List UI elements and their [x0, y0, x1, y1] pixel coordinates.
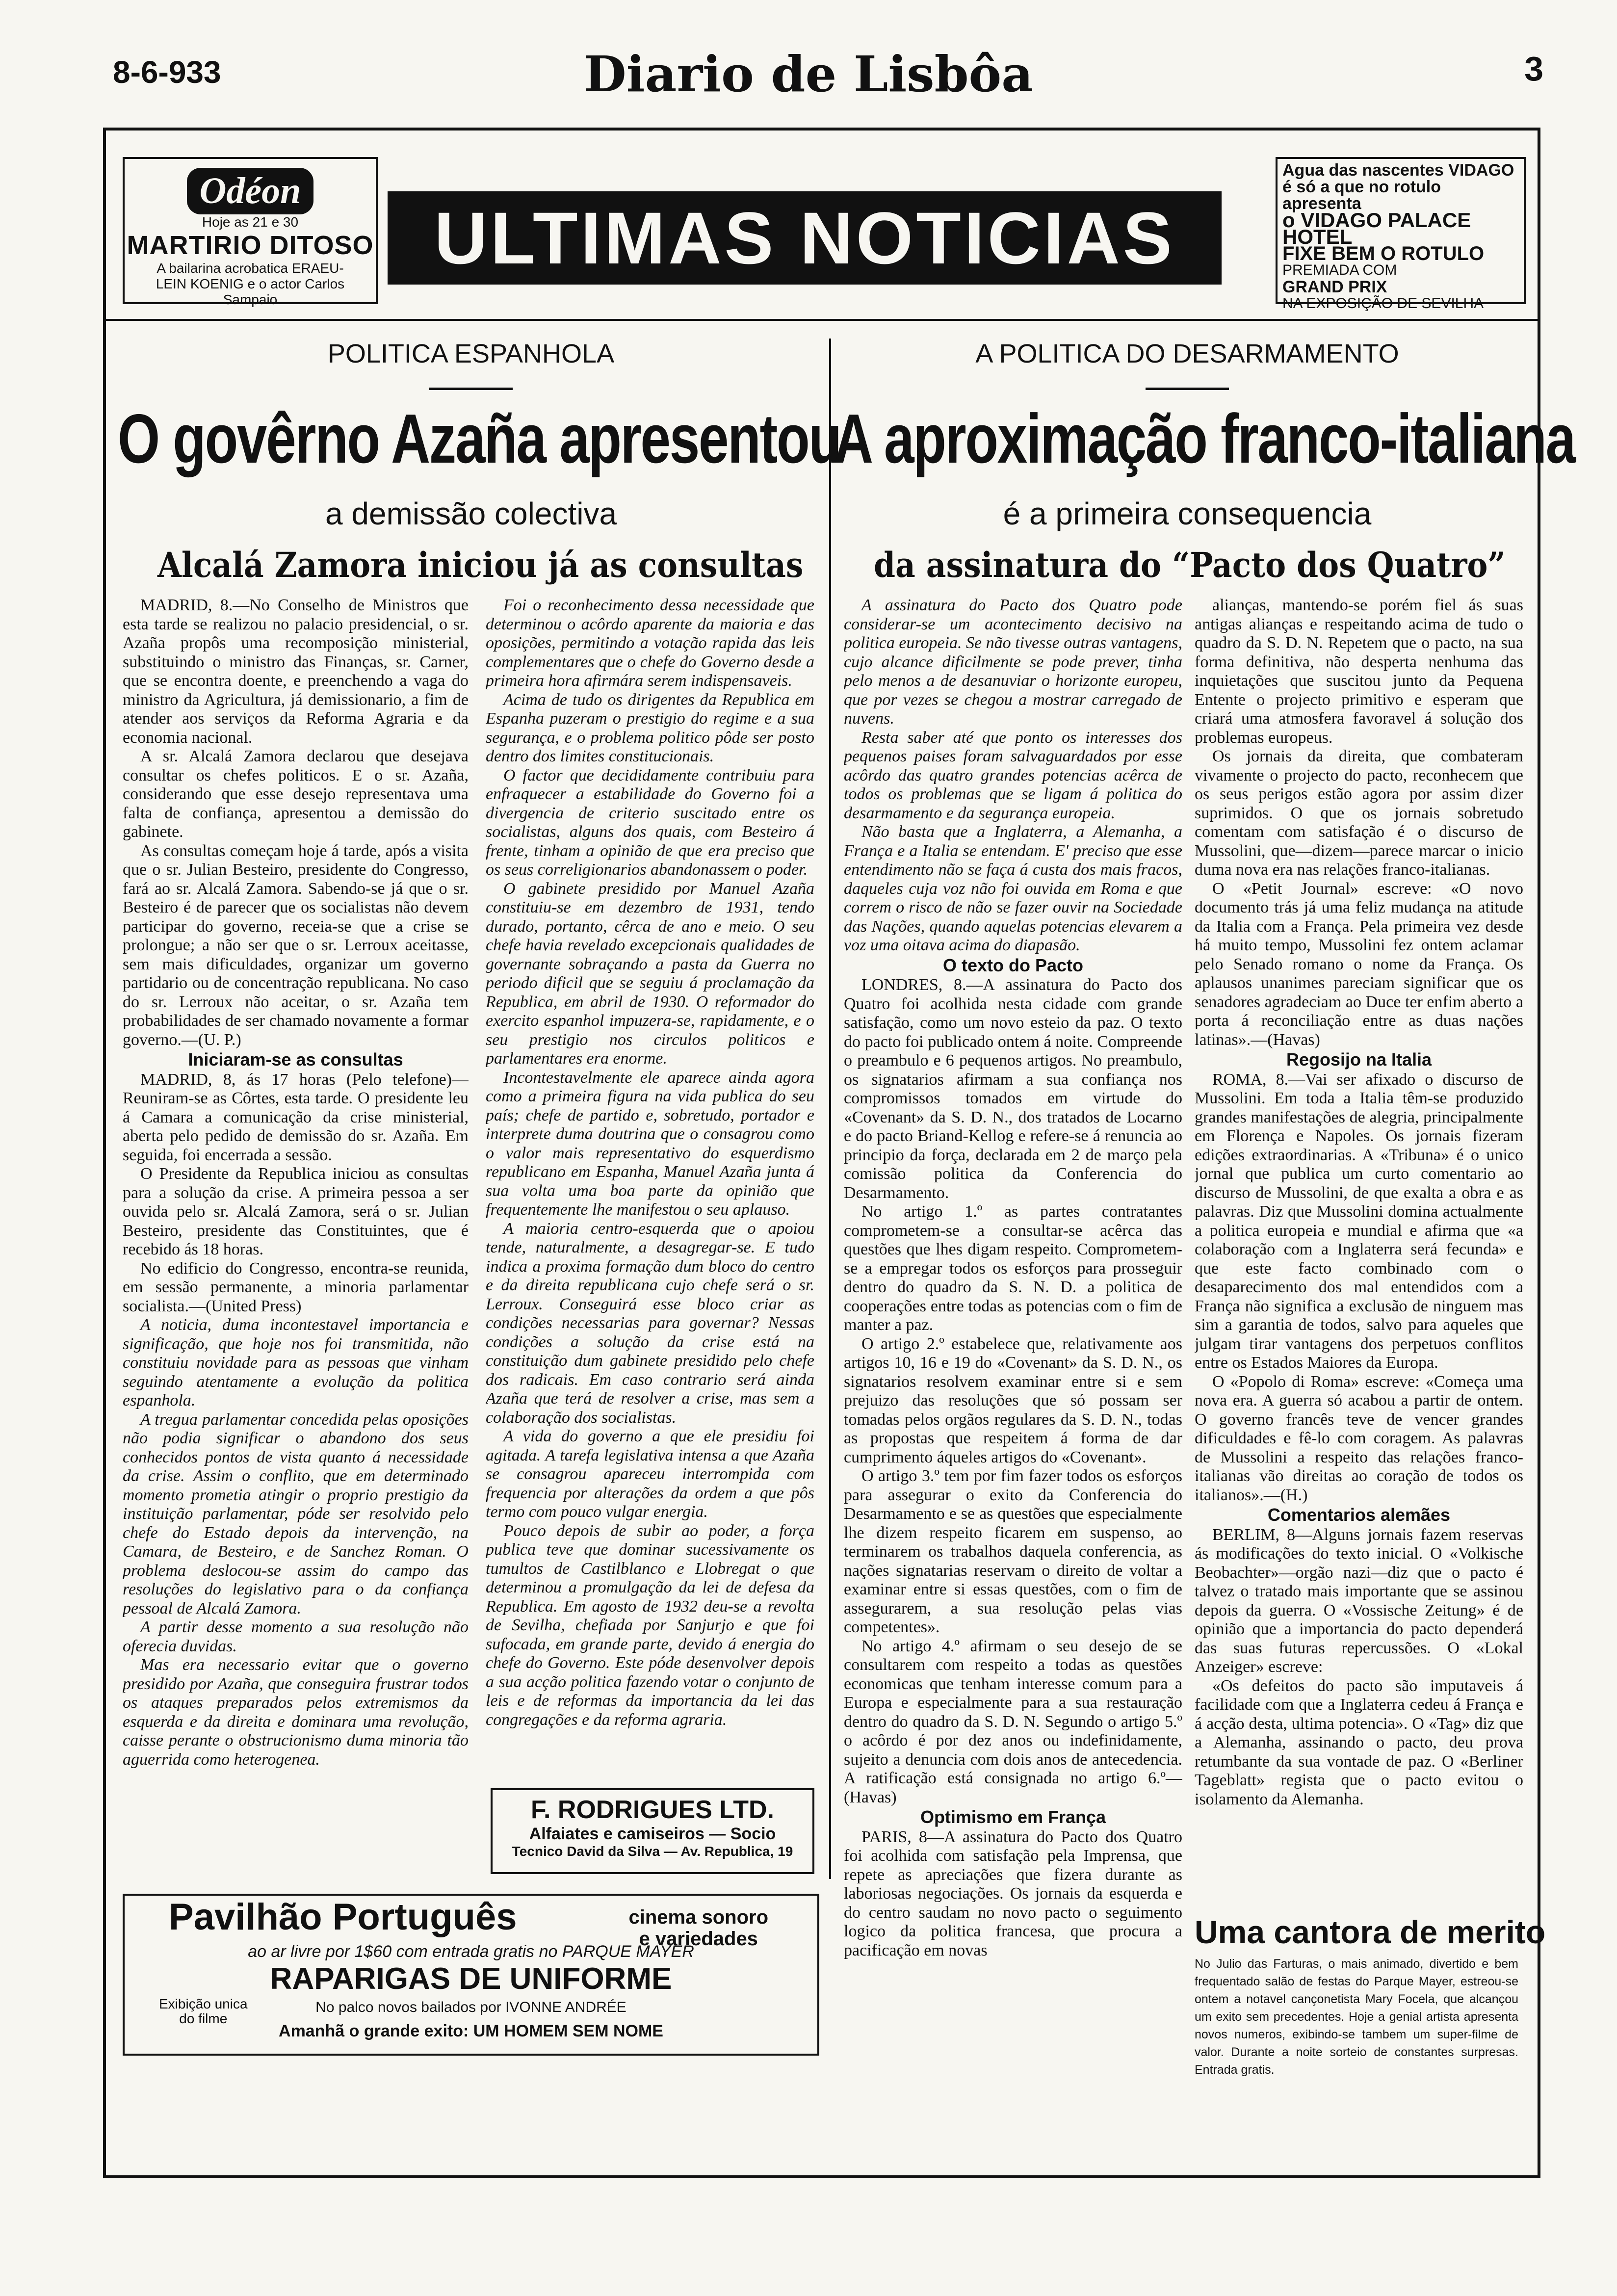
article-paragraph: A tregua parlamentar concedida pelas oposições não podia significar o abandono dos seus conhecidos pontos de vista quanto á necessidade da crise. Assim o conflito, que em determinado momento prometia atingir o proprio prestigio da instituição parlamentar, póde ser resolvido pelo chefe do Estado depois da intervenção, na Camara, de Besteiro, e de Sanchez Roman. O problema deslocou-se assim do campo das resoluções do legislativo para o da confiança pessoal de Alcalá Zamora. [123, 1410, 469, 1618]
vidago-line-2: é só a que no rotulo apresenta [1282, 178, 1441, 213]
article-paragraph: LONDRES, 8.—A assinatura do Pacto dos Quatro foi acolhida nesta cidade com grande satisfação, como um novo esteio da paz. O texto do pacto foi publicado ontem á noite. Compreende o preambulo e 6 pequenos artigos. No preambulo, os signatarios afirmam a sua confiança nos compromissos tomados em virtude do «Covenant» da S. D. N., dos tratados de Locarno e do pacto Briand-Kellog e refere-se á renuncia ao principio da força, declarada em 2 de março pela comissão politica da Conferencia do Desarmamento. [844, 976, 1182, 1202]
article-paragraph: MADRID, 8, ás 17 horas (Pelo telefone)—Reuniram-se as Côrtes, esta tarde. O presidente leu á Camara a comunicação da crise ministerial, aberta pelo pedido de demissão do sr. Azaña. Em seguida, foi encerrada a sessão. [123, 1070, 469, 1164]
article-subheading: Optimismo em França [920, 1807, 1106, 1827]
right-kicker-rule [1146, 388, 1229, 390]
right-story-deck: da assinatura do “Pacto dos Quatro” [874, 545, 1506, 585]
pavilhao-price-line: ao ar livre por 1$60 com entrada gratis no PARQUE MAYER [248, 1942, 694, 1961]
odeon-cast-line-3: Sampaio [223, 292, 278, 307]
article-paragraph: Acima de tudo os dirigentes da Republica em Espanha puzeram o prestigio do regime e a sua segurança, e o problema politico pôde ser posto dentro dos limites constitucionais. [486, 690, 814, 765]
article-paragraph: No artigo 4.º afirmam o seu desejo de se consultarem com respeito a todas as questões economicas que tenham interesse comum para a Europa e especialmente para a sua restauração dentro do quadro da S. D. N. Segundo o artigo 5.º o acôrdo é por dez anos ou indefinidamente, sujeito a denuncia com dois anos de antecedencia. A ratificação está consignada no artigo 6.º—(Havas) [844, 1637, 1182, 1806]
odeon-logo: Odéon [187, 168, 314, 214]
rodrigues-name: F. RODRIGUES LTD. [531, 1796, 774, 1824]
article-paragraph: ROMA, 8.—Vai ser afixado o discurso de Mussolini. Em toda a Italia têm-se produzido grandes manifestações de alegria, principalmente em Florença e Napoles. Os jornais fizeram edições extraordinarias. A «Tribuna» é o unico jornal que publica um curto comentario ao discurso de Mussolini, de que exalta a obra e as palavras. Diz que Mussolini domina actualmente a politica europeia e mundial e afirma que «a colaboração com a Inglaterra será fecunda» e que este facto combinado com o desaparecimento dos mal entendidos com a França não significa a exclusão de ninguem mas sim a garantia de todos, salvo para aqueles que julgam tirar vantagens dos perpetuos conflitos entre os Estados Maiores da Europa. [1195, 1070, 1523, 1372]
article-subheading: Iniciaram-se as consultas [188, 1049, 403, 1070]
rodrigues-line-1: Alfaiates e camiseiros — Socio [529, 1825, 776, 1843]
rodrigues-tailor-ad [491, 1788, 814, 1874]
article-paragraph: MADRID, 8.—No Conselho de Ministros que esta tarde se realizou no palacio presidencial, o sr. Azaña propôs uma recomposição ministerial, substituindo o ministro das Finanças, sr. Carner, que se encontra doente, e preenchendo a vaga do ministro da Agricultura, já demissionario, a fim de atender aos serviços da Reforma Agraria e da economia nacional. [123, 596, 469, 747]
vidago-line-4: FIXE BEM O ROTULO [1282, 243, 1485, 264]
article-paragraph: PARIS, 8—A assinatura do Pacto dos Quatro foi acolhida com satisfação pela Imprensa, que repete as apreciações que fizera durante as laboriosas negociações. Os jornais da esquerda e do centro saudam no novo pacto o seguimento logico da politica francesa, que procura a pacificação em novas [844, 1827, 1182, 1959]
vidago-line-3: o VIDAGO PALACE HOTEL [1282, 209, 1471, 248]
left-story-column-1 [123, 596, 469, 1872]
article-paragraph: Mas era necessario evitar que o governo presidido por Azaña, que conseguira frustrar todos os ataques preparados pelos extremismos da esquerda e da direita e dominara uma revolução, caisse perante o obstrucionismo duma minoria tão aguerrida como heterogenea. [123, 1656, 469, 1769]
pavilhao-exibicao-2: do filme [179, 2011, 228, 2026]
right-story-subhead: é a primeira consequencia [1003, 496, 1372, 531]
article-paragraph: BERLIM, 8—Alguns jornais fazem reservas ás modificações do texto inicial. O «Volkische Beobachter»—orgão nazi—diz que o pacto é talvez o tratado mais importante que se assinou depois da guerra. O «Vossische Zeitung» é de opinião que a importancia do pacto dependerá das suas futuras repercussões. O «Lokal Anzeiger» escreve: [1195, 1525, 1523, 1676]
odeon-showtime: Hoje as 21 e 30 [202, 214, 299, 230]
article-paragraph: A vida do governo a que ele presidiu foi agitada. A tarefa legislativa intensa a que Azaña se consagrou apareceu interrompida com frequencia por alterações da ordem a que pôs termo com pouco vulgar energia. [486, 1427, 814, 1521]
cantora-text: No Julio das Farturas, o mais animado, divertido e bem frequentado salão de festas do Parque Mayer, estreou-se ontem a notavel cançonetista Mary Focela, que alcançou um exito sem precedentes. Hoje a genial artista apresenta novos numeros, exibindo-se tambem um super-filme de valor. Durante a noite sorteio de constantes surpresas. Entrada gratis. [1195, 1957, 1518, 2077]
pavilhao-film-title: RAPARIGAS DE UNIFORME [270, 1962, 672, 1996]
ultimas-noticias-banner: ULTIMAS NOTICIAS [388, 191, 1222, 285]
article-paragraph: Foi o reconhecimento dessa necessidade que determinou o acôrdo aparente da maioria e das oposições, permitindo a votação rapida das leis complementares que o chefe do Governo desde a primeira hora afirmára serem indispensaveis. [486, 596, 814, 690]
article-paragraph: O «Popolo di Roma» escreve: «Começa uma nova era. A guerra só acabou a partir de ontem. O governo francês teve de vencer grandes dificuldades e fê-lo com coragem. As palavras de Mussolini a respeito das relações franco-italianas vão direitas ao coração de todos os italianos».—(H.) [1195, 1372, 1523, 1504]
left-story-subhead: a demissão colectiva [325, 496, 617, 531]
article-paragraph: A maioria centro-esquerda que o apoiou tende, naturalmente, a desagregar-se. E tudo indica a proxima formação dum bloco do centro e da direita republicana cujo chefe será o sr. Lerroux. Conseguirá esse bloco criar as condições necessarias para governar? Nessas condições a solução da crise está na constituição dum gabinete presidido pelo chefe dos radicais. Em caso contrario será ainda Azaña que terá de resolver a crise, mas sem a colaboração dos socialistas. [486, 1219, 814, 1427]
left-story-deck: Alcalá Zamora iniciou já as consultas [157, 545, 804, 585]
article-subheading: O texto do Pacto [942, 955, 1084, 975]
article-paragraph: O artigo 2.º estabelece que, relativamente aos artigos 10, 16 e 19 do «Covenant» da S. D. N., os signatarios resolvem examinar entre si e sem prejuizo das resoluções que só possam ser tomadas pelos orgãos regulares da S. D. N., todas as propostas que respeitem á forma de dar cumprimento áqueles artigos do «Covenant». [844, 1334, 1182, 1466]
pavilhao-tagline [628, 1906, 768, 1950]
odeon-cast-line-2: LEIN KOENIG e o actor Carlos [156, 276, 345, 291]
left-kicker-rule [429, 388, 513, 390]
article-paragraph: O gabinete presidido por Manuel Azaña constituiu-se em dezembro de 1931, tendo durado, portanto, cêrca de ano e meio. O seu chefe havia revelado excepcionais qualidades de governante sobraçando a pasta da Guerra no periodo dificil que se seguiu á proclamação da Republica, em abril de 1930. O reformador do exercito espanhol impuzera-se, rapidamente, e o seu prestigio nos circulos politicos e parlamentares era enorme. [486, 879, 814, 1068]
article-paragraph: A sr. Alcalá Zamora declarou que desejava consultar os chefes politicos. E o sr. Azaña, considerando que esse desejo representava uma falta de confiança, apresentou a demissão do gabinete. [123, 747, 469, 841]
article-paragraph: A assinatura do Pacto dos Quatro pode considerar-se um acontecimento decisivo na politica europeia. Se não tivesse outras vantagens, cujo alcance dificilmente se pode prever, tinha pelo menos a de desanuviar o horizonte europeu, que por vezes se chegou a mostrar carregado de nuvens. [844, 596, 1182, 728]
article-paragraph: Incontestavelmente ele aparece ainda agora como a primeira figura na vida publica do seu país; chefe de partido e, sobretudo, portador e interprete duma doutrina que o consagrou como o valor mais representativo do esquerdismo republicano em Espanha, Manuel Azaña junta á sua volta uma boa parte da opinião que frequentemente lhe manifestou o seu aplauso. [486, 1068, 814, 1219]
article-paragraph: No artigo 1.º as partes contratantes comprometem-se a consultar-se acêrca das questões que lhes digam respeito. Comprometem-se a empregar todos os esforços para prosseguir dentro do quadro da S. N. D. a politica de cooperações entre todas as potencias com o fim de manter a paz. [844, 1202, 1182, 1334]
story-column-divider [829, 339, 831, 1879]
odeon-film-title: MARTIRIO DITOSO [127, 231, 374, 260]
cantora-headline: Uma cantora de merito [1195, 1914, 1546, 1950]
vidago-line-5: PREMIADA COM [1282, 262, 1397, 278]
pavilhao-exibicao [159, 1997, 248, 2026]
pavilhao-tagline-1: cinema sonoro [628, 1906, 768, 1928]
header-rule [103, 319, 1540, 321]
right-story-headline: A aproximação franco-italiana [834, 400, 1575, 478]
article-paragraph: «Os defeitos do pacto são imputaveis á facilidade com que a Inglaterra cedeu á França e á acção desta, ultima potencia». O «Tag» diz que a Alemanha, assinando o pacto, deu prova retumbante da sua vontade de paz. O «Berliner Tageblatt» regista que o pacto evitou o isolamento da Alemanha. [1195, 1676, 1523, 1808]
left-story-headline: O govêrno Azaña apresentou [118, 400, 841, 478]
article-paragraph: O artigo 3.º tem por fim fazer todos os esforços para assegurar o exito da Conferencia do Desarmamento e se as questões que especialmente lhe dizem respeito ficarem em suspenso, ao terminarem os trabalhos daquela conferencia, as nações signatarias reservam o direito de voltar a examinar entre si essas questões, com o fim de assegurarem, a sua resolução pelas vias competentes». [844, 1467, 1182, 1636]
right-story-kicker: A POLITICA DO DESARMAMENTO [975, 339, 1399, 368]
left-story-kicker: POLITICA ESPANHOLA [327, 339, 615, 368]
article-subheading: Regosijo na Italia [1286, 1049, 1432, 1070]
article-paragraph: No edificio do Congresso, encontra-se reunida, em sessão permanente, a minoria parlamentar socialista.—(United Press) [123, 1259, 469, 1315]
odeon-cast-line-1: A bailarina acrobatica ERAEU- [156, 261, 344, 276]
article-paragraph: alianças, mantendo-se porém fiel ás suas antigas alianças e respeitando acima de tudo o quadro da S. D. N. Repetem que o pacto, na sua forma definitiva, não desperta nenhuma das inquietações que suscitou junto da Pequena Entente o projecto primitivo e esperam que criará uma atmosfera favoravel á solução dos problemas europeus. [1195, 596, 1523, 747]
article-paragraph: A partir desse momento a sua resolução não oferecia duvidas. [123, 1618, 469, 1655]
pavilhao-exibicao-1: Exibição unica [159, 1996, 248, 2011]
pavilhao-portugues-ad [123, 1894, 819, 2056]
article-paragraph: A noticia, duma incontestavel importancia e significação, que hoje nos foi transmitida, não constituiu novidade para as pessoas que vinham seguindo atentamente a evolução da politica espanhola. [123, 1316, 469, 1409]
pavilhao-tomorrow-line: Amanhã o grande exito: UM HOMEM SEM NOME [279, 2022, 663, 2040]
article-paragraph: Os jornais da direita, que combateram vivamente o projecto do pacto, reconhecem que os seus perigos estão agora por assim dizer suprimidos. O que os jornais sobretudo comentam com satisfação é o discurso de Mussolini, que—dizem—parece marcar o inicio duma nova era nas relações franco-italianas. [1195, 747, 1523, 879]
page-number: 3 [1524, 50, 1543, 88]
article-paragraph: O factor que decididamente contribuiu para enfraquecer a estabilidade do Governo foi a divergencia de criterio suscitado entre os socialistas, alguns dos quais, com Besteiro á frente, tinham a opinião de que era preciso que os seus correligionarios abandonassem o poder. [486, 766, 814, 879]
vidago-line-7: NA EXPOSIÇÃO DE SEVILHA [1282, 295, 1484, 312]
article-paragraph: Não basta que a Inglaterra, a Alemanha, a França e a Italia se entendam. E' preciso que esse entendimento não se faça á custa dos mais fracos, daqueles cuja voz não foi ouvida em Roma e que correm o risco de não se fazer ouvir na Sociedade das Nações, quando aquelas potencias elevarem a voz uma oitava acima do diapasão. [844, 823, 1182, 954]
article-paragraph: O «Petit Journal» escreve: «O novo documento trás já uma feliz mudança na atitude da Italia com a França. Pela primeira vez desde há muito tempo, Mussolini fez ontem aclamar pelo Senado romano o nome da França. Os aplausos unanimes pareciam significar que os senadores agradeciam ao Duce ter enfim aberto a porta á reconciliação entre as duas nações latinas».—(Havas) [1195, 879, 1523, 1049]
right-story-column-3 [844, 596, 1182, 2161]
rodrigues-line-2: Tecnico David da Silva — Av. Republica, 19 [512, 1844, 793, 1859]
odeon-ad [123, 157, 378, 307]
right-story-column-4 [1195, 596, 1523, 1901]
article-paragraph: Pouco depois de subir ao poder, a força publica teve que dominar sucessivamente os tumultos de Castilblanco e Llobregat o que determinou a promulgação da lei de defesa da Republica. Em agosto de 1932 deu-se a revolta de Sevilha, chefiada por Sanjurjo e que foi sufocada, em grande parte, devido á energia do chefe do Governo. Este póde desenvolver depois a sua acção politica fazendo votar o conjunto de leis e de reformas da importancia da lei das congregações e da reforma agraria. [486, 1521, 814, 1729]
newspaper-title: Diario de Lisbôa [583, 45, 1034, 103]
vidago-line-1: Agua das nascentes VIDAGO [1282, 161, 1514, 180]
pavilhao-stage-line: No palco novos bailados por IVONNE ANDRÉE [315, 1999, 626, 2015]
pavilhao-name: Pavilhão Português [169, 1896, 517, 1938]
left-story-column-2 [486, 596, 814, 1778]
issue-date: 8-6-933 [113, 54, 221, 90]
pavilhao-tagline-2: e variedades [639, 1928, 758, 1950]
vidago-line-6: GRAND PRIX [1282, 278, 1387, 296]
article-paragraph: O Presidente da Republica iniciou as consultas para a solução da crise. A primeira pessoa a ser ouvida pelo sr. Alcalá Zamora, será o sr. Julian Besteiro, presidente das Constituintes, que é recebido ás 18 horas. [123, 1165, 469, 1258]
article-paragraph: As consultas começam hoje á tarde, após a visita que o sr. Julian Besteiro, presidente do Congresso, fará ao sr. Alcalá Zamora. Sabendo-se já que o sr. Besteiro é de parecer que os socialistas não devem participar do governo, receia-se que a crise se prolongue; a não ser que o sr. Lerroux aceitasse, sem mais dificuldades, organizar um governo partidario ou de concentração republicana. No caso do sr. Lerroux não aceitar, o sr. Azaña tem probabilidades de ser chamado novamente a formar governo.—(U. P.) [123, 841, 469, 1049]
article-subheading: Comentarios alemães [1267, 1505, 1451, 1525]
article-paragraph: Resta saber até que ponto os interesses dos pequenos paises foram salvaguardados por esse acôrdo das quatro grandes potencias acêrca de todos os problemas que se ligam á politica do desarmamento e da segurança europeia. [844, 728, 1182, 822]
vidago-ad [1276, 157, 1526, 312]
